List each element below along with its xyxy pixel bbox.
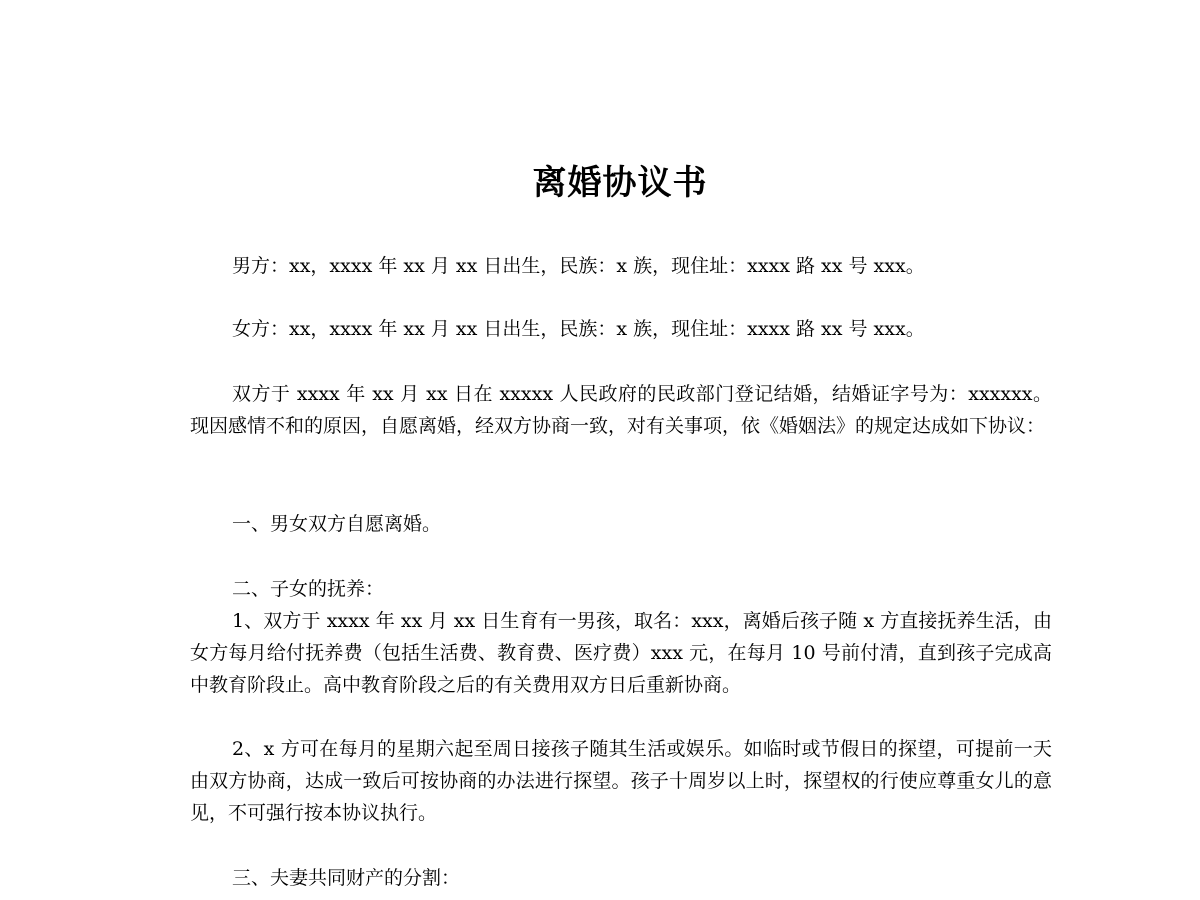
female-party-paragraph: 女方：xx，xxxx 年 xx 月 xx 日出生，民族：x 族，现住址：xxxx 路 xx 号 xxx。 — [232, 318, 925, 340]
clause-2-child-custody-heading: 二、子女的抚养： — [232, 578, 385, 600]
male-party-paragraph: 男方：xx，xxxx 年 xx 月 xx 日出生，民族：x 族，现住址：xxxx 路 xx 号 xxx。 — [232, 255, 925, 277]
document-title: 离婚协议书 — [532, 163, 708, 203]
clause-3-property-division-heading: 三、夫妻共同财产的分割： — [232, 867, 461, 889]
clause-1-voluntary-divorce: 一、男女双方自愿离婚。 — [232, 513, 442, 535]
custody-subclause-2: 2、x 方可在每月的星期六起至周日接孩子随其生活或娱乐。如临时或节假日的探望，可提前一天由双方协商，达成一致后可按协商的办法进行探望。孩子十周岁以上时，探望权的行使应尊重女儿的意见，不可强行按本协议执行。 — [190, 738, 1052, 824]
custody-subclause-1: 1、双方于 xxxx 年 xx 月 xx 日生育有一男孩，取名：xxx，离婚后孩子随 x 方直接抚养生活，由女方每月给付抚养费（包括生活费、教育费、医疗费）xxx 元，在每月 10 号前付清，直到孩子完成高中教育阶段止。高中教育阶段之后的有关费用双方日后重新协商。 — [190, 610, 1052, 696]
marriage-background-paragraph: 双方于 xxxx 年 xx 月 xx 日在 xxxxx 人民政府的民政部门登记结婚，结婚证字号为：xxxxxx。现因感情不和的原因，自愿离婚，经双方协商一致，对有关事项，依《婚姻法》的规定达成如下协议： — [190, 383, 1052, 437]
